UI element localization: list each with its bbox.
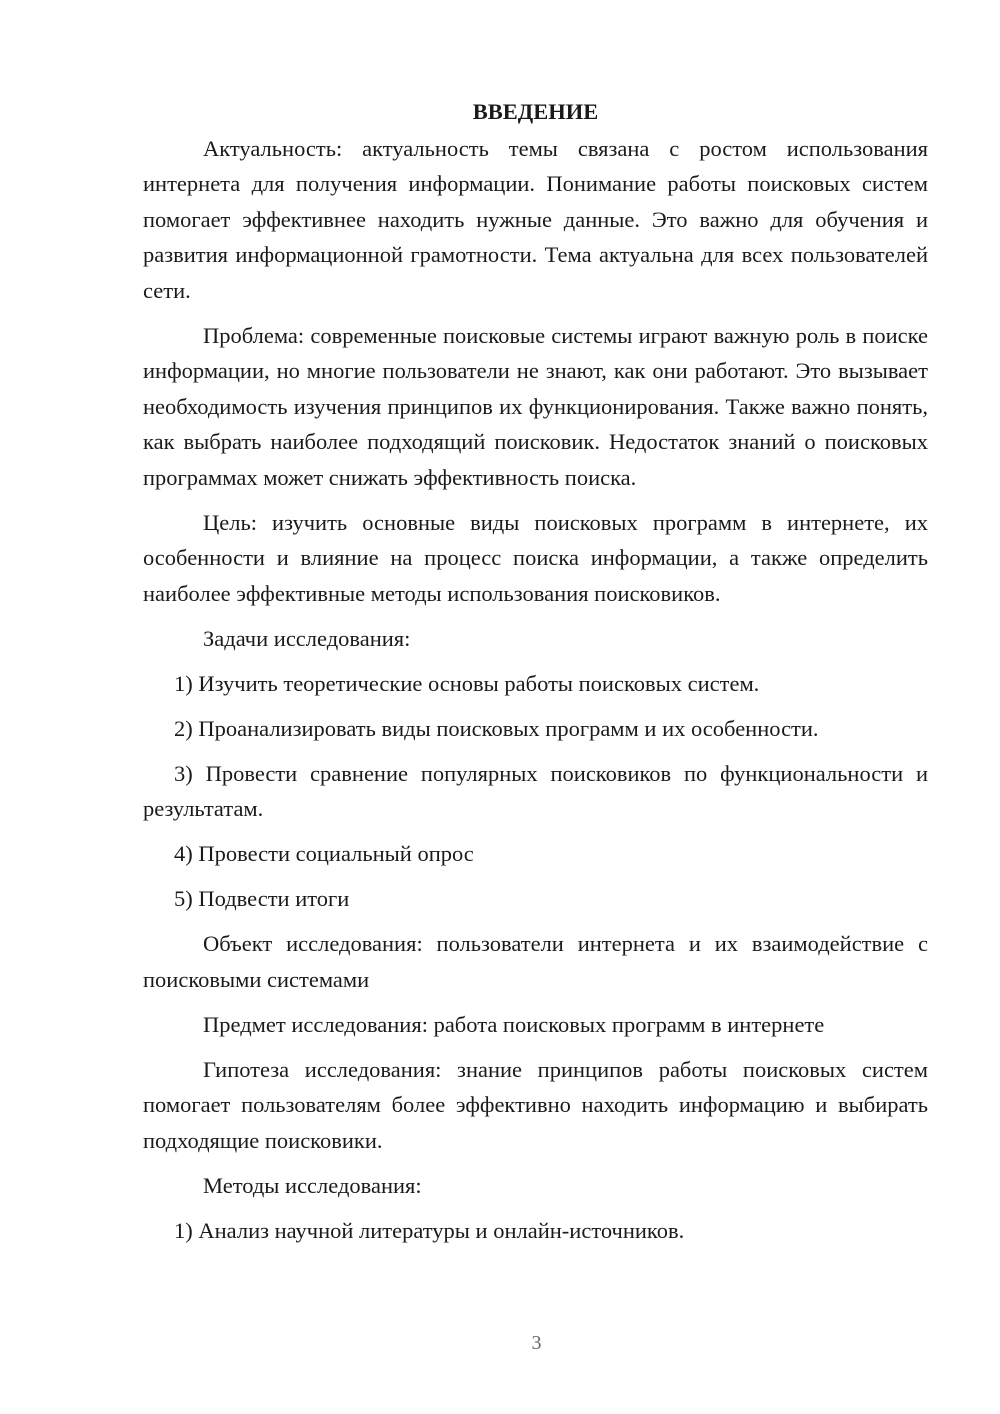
tasks-heading: Задачи исследования: — [203, 625, 411, 651]
page-number: 3 — [531, 1332, 542, 1354]
page-title: ВВЕДЕНИЕ — [472, 99, 599, 124]
task-item: 5) Подвести итоги — [174, 886, 350, 911]
task-item: 3) Провести сравнение популярных поисковиков по функциональности и результатам. — [143, 760, 928, 821]
subject-paragraph: Предмет исследования: работа поисковых программ в интернете — [203, 1011, 825, 1037]
hypothesis-paragraph: Гипотеза исследования: знание принципов работы поисковых систем помогает пользователям более эффективно находить информацию и выбирать подходящие поисковики. — [143, 1056, 928, 1153]
goal-paragraph: Цель: изучить основные виды поисковых программ в интернете, их особенности и влияние на процесс поиска информации, а также определить наиболее эффективные методы использования поисковиков. — [143, 509, 928, 606]
task-item: 1) Изучить теоретические основы работы поисковых систем. — [174, 670, 760, 696]
relevance-paragraph: Актуальность: актуальность темы связана с ростом использования интернета для получения информации. Понимание работы поисковых систем помогает эффективнее находить нужные данные. Это важно для обучения и развития информационной грамотности. Тема актуальна для всех пользователей сети. — [143, 135, 928, 303]
object-paragraph: Объект исследования: пользователи интернета и их взаимодействие с поисковыми системами — [143, 931, 928, 992]
method-item: 1) Анализ научной литературы и онлайн-источников. — [174, 1217, 685, 1243]
document-body — [143, 94, 928, 1258]
task-item: 4) Провести социальный опрос — [174, 841, 474, 866]
methods-heading: Методы исследования: — [203, 1172, 422, 1198]
task-item: 2) Проанализировать виды поисковых программ и их особенности. — [174, 715, 819, 741]
problem-paragraph: Проблема: современные поисковые системы играют важную роль в поиске информации, но многие пользователи не знают, как они работают. Это вызывает необходимость изучения принципов их функционирования. Также важно понять, как выбрать наиболее подходящий поисковик. Недостаток знаний о поисковых программах может снижать эффективность поиска. — [143, 322, 928, 490]
